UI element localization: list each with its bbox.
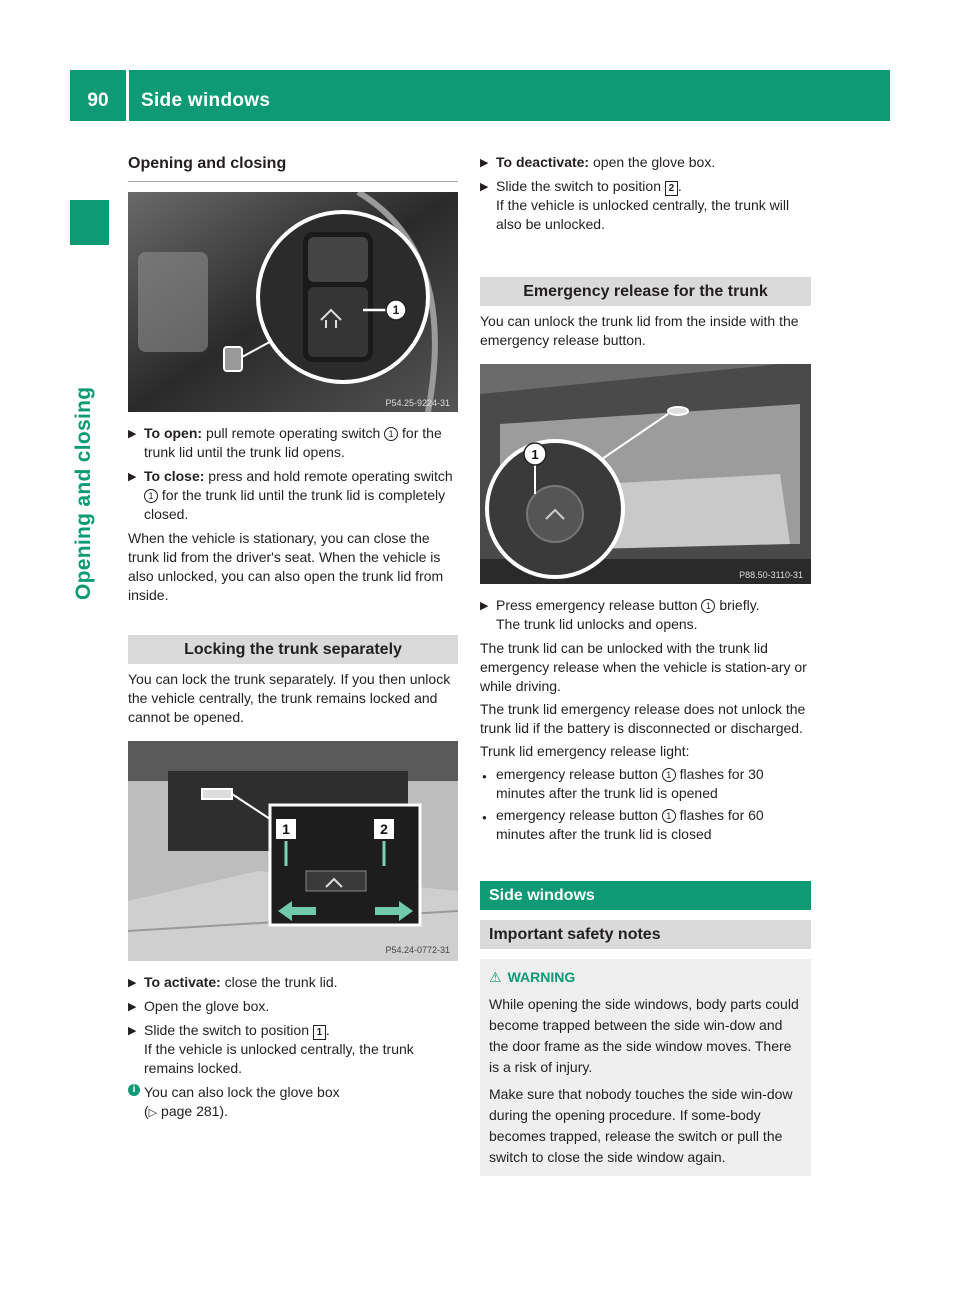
step-arrow-icon: ▶: [480, 600, 489, 612]
step-text: briefly.: [715, 597, 760, 613]
step-slide-position-1: [128, 1021, 458, 1078]
page-link[interactable]: page 281).: [157, 1103, 228, 1119]
header-separator: [126, 70, 129, 121]
step-slide-position-2: [480, 177, 811, 234]
figure-glove-box-switch: [128, 741, 458, 961]
figure-remote-switch: [128, 192, 458, 412]
paragraph-lock-separately: You can lock the trunk separately. If you then unlock the vehicle centrally, the trunk remains locked and cannot be opened.: [128, 671, 451, 725]
step-arrow-icon: ▶: [128, 471, 137, 483]
step-arrow-icon: ▶: [480, 157, 489, 169]
bullet-text: flashes for 30 minutes after the trunk lid is opened: [496, 766, 764, 801]
step-text: Press emergency release button: [496, 597, 702, 613]
callout-circle-1: 1: [701, 599, 715, 613]
paragraph-light: Trunk lid emergency release light:: [480, 743, 690, 759]
step-label: To close:: [144, 468, 205, 484]
paragraph-emergency-intro: You can unlock the trunk lid from the inside with the emergency release button.: [480, 313, 799, 348]
step-arrow-icon: ▶: [128, 428, 137, 440]
step-open-glove-box: [128, 997, 458, 1016]
chapter-tab: [70, 200, 109, 245]
step-to-open: [128, 424, 458, 462]
info-text: (: [144, 1103, 149, 1119]
section-heading-side-windows: Side windows: [480, 881, 811, 910]
section-heading-locking: [128, 635, 458, 664]
step-label: To open:: [144, 425, 203, 441]
step-text: for the trunk lid until the trunk lid is completely closed.: [144, 487, 446, 522]
bullet-light-opened: [480, 765, 811, 803]
paragraph-battery: The trunk lid emergency release does not unlock the trunk lid if the battery is disconnected or discharged.: [480, 701, 806, 736]
info-icon: i: [128, 1084, 140, 1096]
step-text: The trunk lid unlocks and opens.: [496, 616, 698, 632]
fig3-callout: 1: [531, 447, 539, 462]
step-label: To deactivate:: [496, 154, 590, 170]
header-title: Side windows: [141, 90, 271, 111]
step-text: .: [325, 1022, 330, 1038]
paragraph-stationary: When the vehicle is stationary, you can close the trunk lid from the driver's seat. When the vehicle is also unlocked, you can also open the trunk lid from inside.: [128, 530, 444, 603]
section-title: Locking the trunk separately: [184, 641, 402, 658]
step-arrow-icon: ▶: [480, 181, 489, 193]
section-title: Emergency release for the trunk: [523, 283, 768, 300]
section-heading-opening: Opening and closing: [128, 154, 458, 182]
callout-circle-1: 1: [662, 809, 676, 823]
section-title: Important safety notes: [489, 926, 661, 943]
warning-paragraph-1: While opening the side windows, body parts could become trapped between the side win-dow and the door frame as the side window moves. There is a risk of injury.: [489, 996, 799, 1075]
bullet-text: flashes for 60 minutes after the trunk lid is closed: [496, 807, 764, 842]
callout-circle-1: 1: [384, 427, 398, 441]
step-text: for the trunk lid until the trunk lid opens.: [144, 425, 442, 460]
step-arrow-icon: ▶: [128, 1025, 137, 1037]
warning-icon: ⚠: [489, 969, 502, 985]
left-column: [128, 150, 458, 1123]
step-press-emergency: [480, 596, 811, 634]
step-text: open the glove box.: [589, 154, 716, 170]
bullet-text: emergency release button: [496, 807, 662, 823]
section-heading-safety: [480, 920, 811, 949]
warning-title: [489, 967, 803, 988]
step-text: Open the glove box.: [144, 998, 270, 1014]
chapter-label: Opening and closing: [72, 386, 95, 600]
warning-paragraph-2: Make sure that nobody touches the side win-dow during the opening procedure. If some-body becomes trapped, release the switch or pull the switch to close the side window again.: [489, 1086, 793, 1165]
page-header: [70, 70, 890, 121]
step-to-deactivate: [480, 153, 811, 172]
fig1-callout: 1: [392, 303, 400, 317]
fig1-code: P54.25-9224-31: [385, 398, 450, 408]
step-text: close the trunk lid.: [220, 974, 338, 990]
fig3-code: P88.50-3110-31: [739, 570, 803, 580]
bullet-icon: ●: [482, 772, 487, 781]
info-text: You can also lock the glove box: [144, 1084, 340, 1100]
position-marker-2: 2: [665, 181, 678, 196]
right-column: [480, 150, 811, 1176]
step-text: If the vehicle is unlocked centrally, the trunk will also be unlocked.: [496, 197, 790, 232]
warning-box: [480, 959, 811, 1176]
step-text: Slide the switch to position: [144, 1022, 313, 1038]
info-note-glove-box: [128, 1083, 458, 1123]
position-marker-1: 1: [313, 1025, 326, 1040]
callout-circle-1: 1: [144, 489, 158, 503]
page-ref-icon: ▷: [148, 1107, 158, 1119]
figure-emergency-release: [480, 364, 811, 584]
step-label: To activate:: [144, 974, 221, 990]
page-number: 90: [87, 90, 109, 111]
fig2-callout-2: 2: [380, 821, 388, 837]
paragraph-station-ary: The trunk lid can be unlocked with the trunk lid emergency release when the vehicle is station-ary or while driving.: [480, 640, 807, 694]
bullet-icon: ●: [482, 813, 487, 822]
step-text: press and hold remote operating switch: [204, 468, 453, 484]
step-arrow-icon: ▶: [128, 977, 137, 989]
step-text: .: [677, 178, 682, 194]
fig2-code: P54.24-0772-31: [385, 945, 450, 955]
step-text: If the vehicle is unlocked centrally, the trunk remains locked.: [144, 1041, 414, 1076]
section-heading-emergency: [480, 277, 811, 306]
warning-label: WARNING: [507, 969, 576, 985]
step-arrow-icon: ▶: [128, 1001, 137, 1013]
callout-circle-1: 1: [662, 768, 676, 782]
step-text: Slide the switch to position: [496, 178, 665, 194]
bullet-text: emergency release button: [496, 766, 662, 782]
step-text: pull remote operating switch: [202, 425, 385, 441]
bullet-light-closed: [480, 806, 811, 844]
step-to-close: [128, 467, 458, 524]
fig2-callout-1: 1: [282, 821, 290, 837]
step-to-activate: [128, 973, 458, 992]
